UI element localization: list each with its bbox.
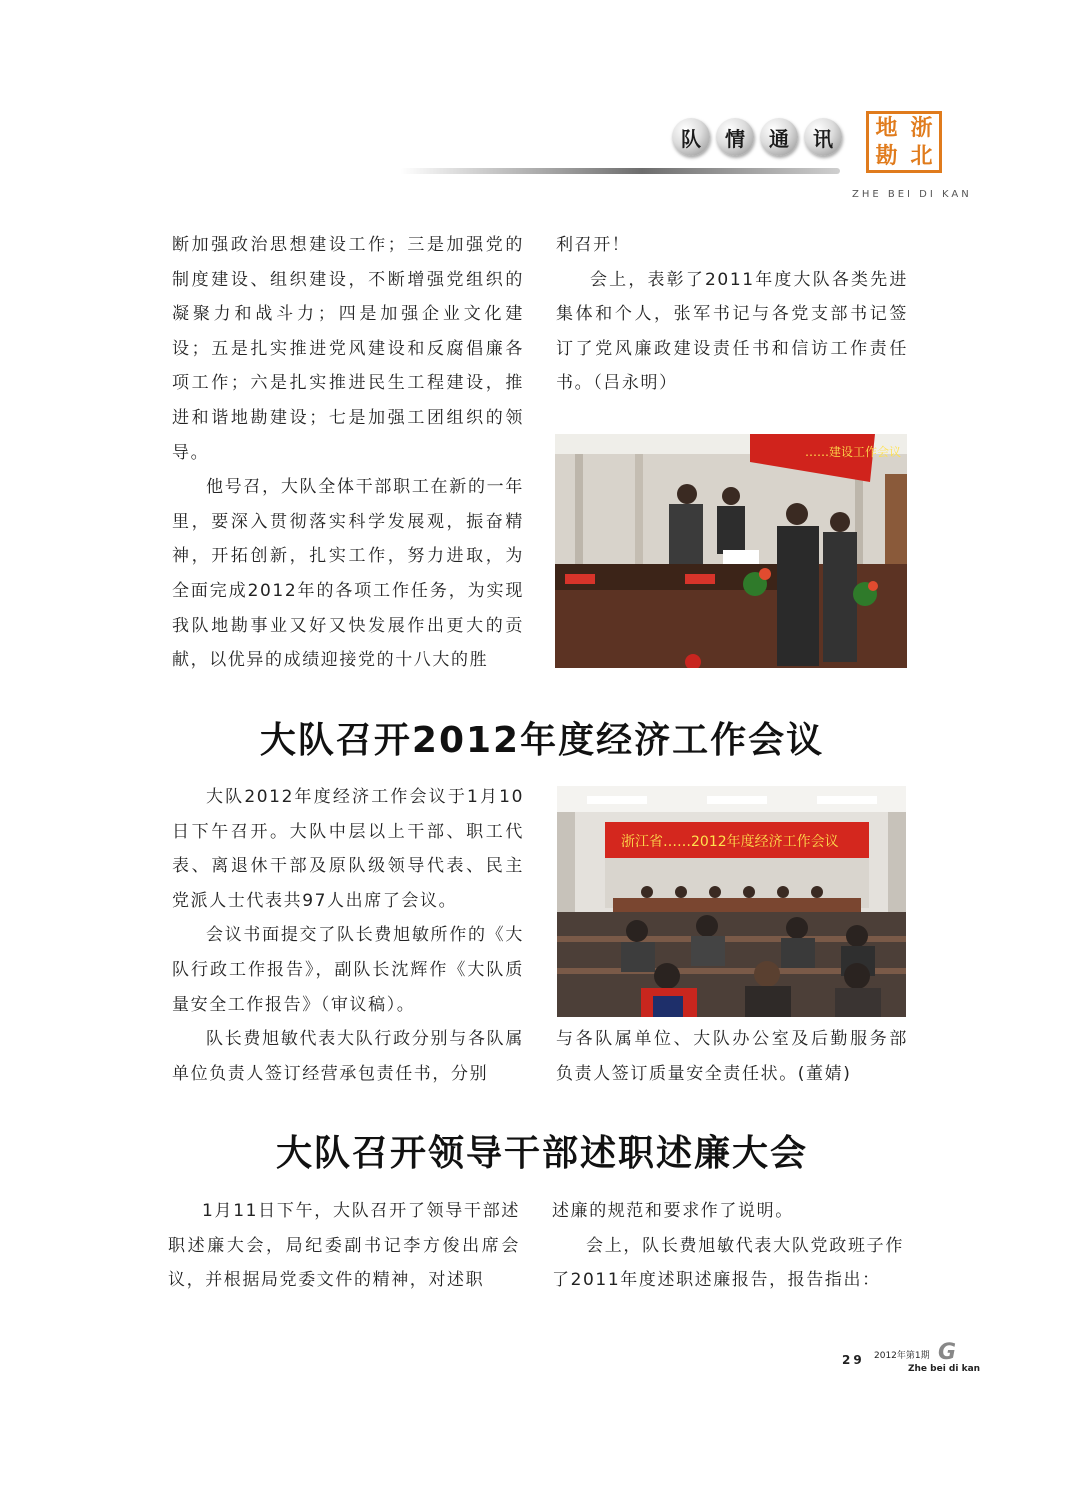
article3-title: 大队召开领导干部述职述廉大会	[275, 1133, 808, 1174]
logo-char: 浙	[910, 115, 933, 141]
article1-left-column	[172, 228, 524, 678]
logo-char: 勘	[875, 143, 898, 169]
article2-title: 大队召开2012年度经济工作会议	[259, 720, 825, 761]
header-bubble: 通	[760, 118, 798, 156]
article2-right-column	[556, 1022, 908, 1091]
paragraph: 会议书面提交了队长费旭敏所作的《大队行政工作报告》，副队长沈辉作《大队质量安全工作报告》（审议稿）。	[172, 925, 524, 1015]
article2-left-column	[172, 780, 524, 1091]
page-number: 29	[842, 1353, 865, 1367]
paragraph: 大队2012年度经济工作会议于1月10日下午召开。大队中层以上干部、职工代表、离退休干部及原队级领导代表、民主党派人士代表共97人出席了会议。	[172, 787, 524, 911]
paragraph: 队长费旭敏代表大队行政分别与各队属单位负责人签订经营承包责任书，分别	[172, 1029, 524, 1084]
logo-subtitle: ZHE BEI DI KAN	[852, 189, 972, 200]
article3-left-column	[168, 1194, 520, 1298]
header-bubble: 情	[716, 118, 754, 156]
paragraph: 与各队属单位、大队办公室及后勤服务部负责人签订质量安全责任状。(董婧)	[556, 1029, 908, 1084]
header-bubble: 队	[672, 118, 710, 156]
paragraph: 会上，队长费旭敏代表大队党政班子作了2011年度述职述廉报告，报告指出：	[552, 1235, 904, 1291]
header-divider	[400, 168, 840, 174]
paragraph: 述廉的规范和要求作了说明。	[552, 1201, 794, 1221]
article3-right-column	[552, 1194, 904, 1298]
ceremony-photo	[555, 434, 907, 668]
paragraph: 他号召，大队全体干部职工在新的一年里，要深入贯彻落实科学发展观，振奋精神，开拓创新，扎实工作，努力进取，为全面完成2012年的各项工作任务，为实现我队地勘事业又好又快发展作出更大的贡献，以优异的成绩迎接党的十八大的胜	[172, 477, 524, 671]
article1-right-column	[556, 228, 908, 401]
logo-char: 地	[875, 115, 898, 141]
magazine-mark-icon: G	[938, 1340, 957, 1365]
column-header-bubbles	[672, 118, 842, 156]
logo-char: 北	[910, 143, 933, 169]
paragraph: 断加强政治思想建设工作；三是加强党的制度建设、组织建设，不断增强党组织的凝聚力和战斗力；四是加强企业文化建设；五是扎实推进党风建设和反腐倡廉各项工作；六是扎实推进民生工程建设，推进和谐地勘建设；七是加强工团组织的领导。	[172, 235, 524, 463]
paragraph: 利召开！	[556, 235, 631, 255]
footer-subtitle: Zhe bei di kan	[908, 1364, 981, 1374]
conference-photo	[557, 786, 906, 1017]
photo-banner-text: ……建设工作会议	[805, 445, 902, 459]
magazine-logo	[866, 111, 942, 173]
paragraph: 1月11日下午，大队召开了领导干部述职述廉大会，局纪委副书记李方俊出席会议，并根据局党委文件的精神，对述职	[168, 1201, 520, 1291]
photo-banner-text: 浙江省……2012年度经济工作会议	[621, 834, 839, 850]
issue-label: 2012年第1期	[874, 1351, 930, 1361]
paragraph: 会上，表彰了2011年度大队各类先进集体和个人，张军书记与各党支部书记签订了党风廉政建设责任书和信访工作责任书。（吕永明）	[556, 269, 908, 394]
header-bubble: 讯	[804, 118, 842, 156]
